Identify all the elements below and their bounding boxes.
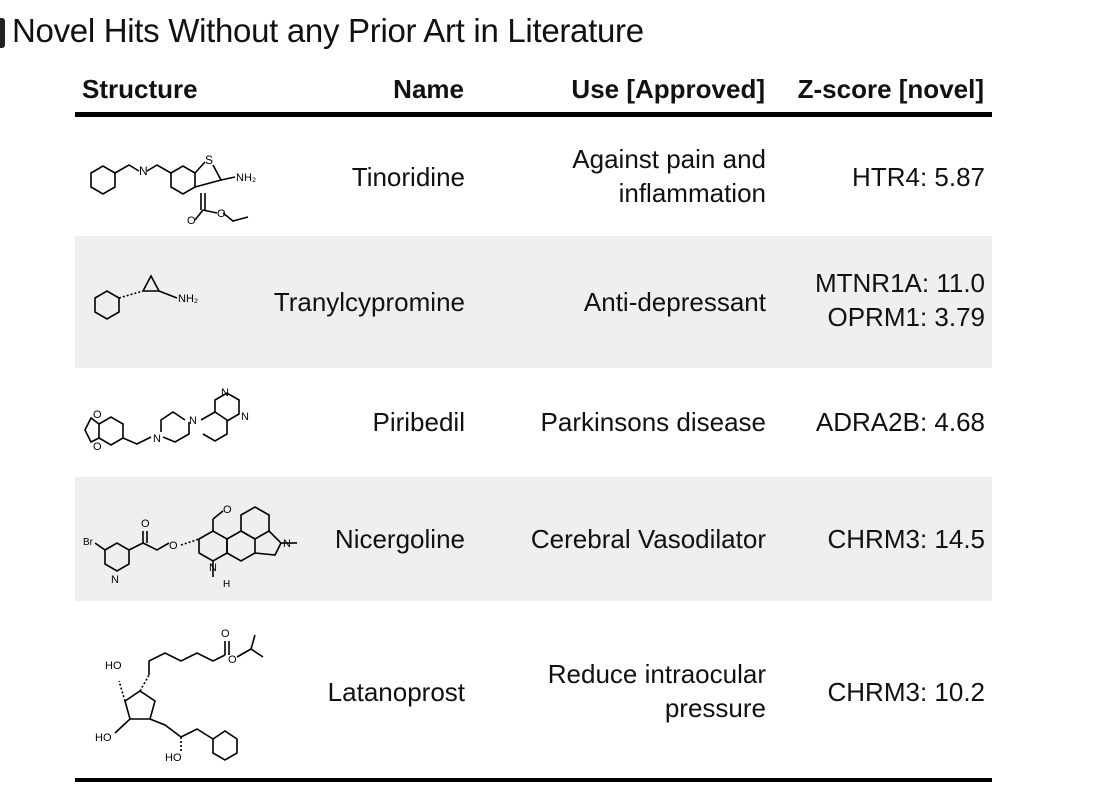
structure-label: NH₂ xyxy=(178,293,199,305)
structure-label: O xyxy=(93,441,102,453)
structure-piribedil xyxy=(81,382,281,462)
compound-name: Tranylcypromine xyxy=(273,287,465,317)
structure-label: O xyxy=(187,215,196,225)
compound-use: Anti-depressant xyxy=(583,287,766,317)
compound-name: Tinoridine xyxy=(351,162,465,192)
compound-zscore: MTNR1A: 11.0 OPRM1: 3.79 xyxy=(814,268,985,332)
structure-label: O xyxy=(223,504,232,516)
header-zscore: Z-score [novel] xyxy=(797,74,984,104)
structure-label: HO xyxy=(105,660,122,672)
compound-name: Piribedil xyxy=(372,407,465,437)
title-edge-mark xyxy=(0,18,5,48)
table-row xyxy=(75,236,992,368)
compound-use: Parkinsons disease xyxy=(540,407,766,437)
compound-zscore: ADRA2B: 4.68 xyxy=(815,407,985,437)
structure-label: N xyxy=(283,538,291,550)
structure-label: O xyxy=(221,628,230,640)
slide-title: Novel Hits Without any Prior Art in Literature xyxy=(12,12,644,49)
structure-nicergoline xyxy=(81,495,321,595)
structure-label: N xyxy=(209,562,217,574)
structure-label: O xyxy=(169,540,178,552)
table-row xyxy=(75,477,992,601)
structure-label: O xyxy=(217,208,226,220)
structure-latanoprost xyxy=(85,621,285,771)
header-name: Name xyxy=(393,74,464,104)
structure-tinoridine xyxy=(83,135,278,225)
compound-zscore: CHRM3: 10.2 xyxy=(827,677,985,707)
structure-label: O xyxy=(228,654,237,666)
structure-label: HO xyxy=(95,732,112,744)
structure-label: S xyxy=(205,153,214,167)
compound-name: Nicergoline xyxy=(334,524,465,554)
structure-label: N xyxy=(111,574,119,586)
structure-label: HO xyxy=(165,752,182,764)
header-structure: Structure xyxy=(82,74,198,104)
structure-label: N xyxy=(221,387,229,399)
structure-tranylcypromine xyxy=(87,266,227,336)
compound-use: Cerebral Vasodilator xyxy=(530,524,766,554)
structure-label: Br xyxy=(83,537,93,548)
header-use: Use [Approved] xyxy=(571,74,765,104)
table-row xyxy=(75,117,992,234)
compound-use: Reduce intraocular pressure xyxy=(547,659,766,723)
structure-label: N xyxy=(189,415,197,427)
table-row xyxy=(75,368,992,476)
table-row xyxy=(75,601,992,778)
structure-label: O xyxy=(141,518,150,530)
structure-label: N xyxy=(241,411,249,423)
structure-label: NH₂ xyxy=(236,172,257,184)
structure-label: N xyxy=(153,433,161,445)
structure-label: H xyxy=(223,579,231,590)
compound-zscore: CHRM3: 14.5 xyxy=(827,524,985,554)
table-bottom-rule xyxy=(75,778,992,782)
compound-use: Against pain and inflammation xyxy=(572,144,766,208)
structure-label: O xyxy=(93,409,102,421)
compound-name: Latanoprost xyxy=(327,677,465,707)
compound-zscore: HTR4: 5.87 xyxy=(852,162,985,192)
structure-label: N xyxy=(139,164,148,178)
